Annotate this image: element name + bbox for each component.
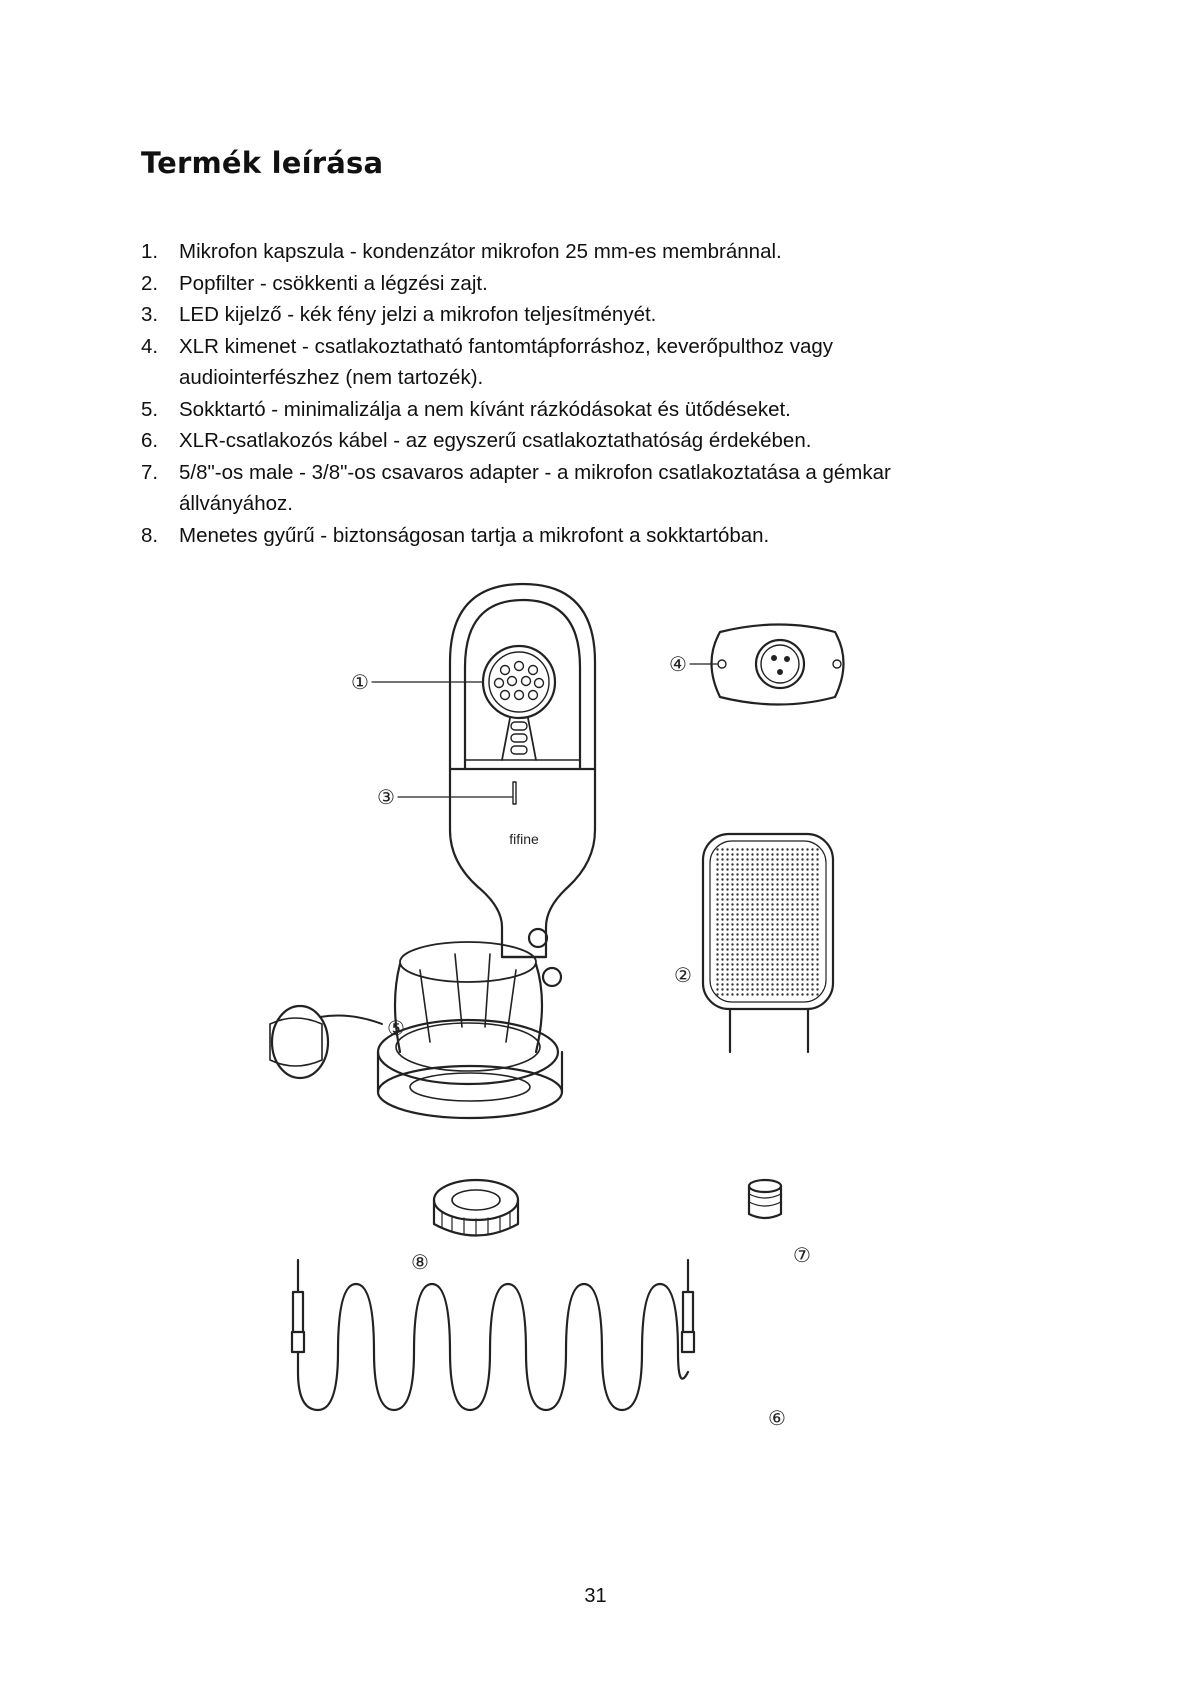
page-title: Termék leírása xyxy=(141,146,384,180)
list-item-number: 3. xyxy=(141,303,159,326)
list-item xyxy=(141,299,961,331)
callout-2: ② xyxy=(674,965,692,987)
list-item-number: 6. xyxy=(141,429,159,452)
list-item-number: 1. xyxy=(141,240,159,263)
list-item xyxy=(141,268,961,300)
list-item xyxy=(141,394,961,426)
list-item-text: XLR kimenet - csatlakoztatható fantomtápforráshoz, keverőpulthoz vagy audiointerfészhez (nem tartozék). xyxy=(179,334,834,389)
xlr-output-icon xyxy=(712,625,844,705)
page-number: 31 xyxy=(584,1585,607,1607)
led-indicator-icon xyxy=(513,782,516,804)
list-item-text: XLR-csatlakozós kábel - az egyszerű csatlakoztathatóság érdekében. xyxy=(179,429,812,452)
list-item-text: 5/8"-os male - 3/8"-os csavaros adapter - a mikrofon csatlakoztatása a gémkar állványához. xyxy=(179,460,891,515)
callout-5: ⑤ xyxy=(387,1018,405,1040)
list-item-number: 2. xyxy=(141,271,159,295)
callout-1: ① xyxy=(351,672,369,694)
microphone-body xyxy=(450,584,595,957)
adapter-icon xyxy=(749,1180,781,1218)
product-diagram xyxy=(240,572,940,1472)
callout-4: ④ xyxy=(669,654,687,676)
list-item-text: Menetes gyűrű - biztonságosan tartja a mikrofont a sokktartóban. xyxy=(179,523,770,547)
list-item-text: Sokktartó - minimalizálja a nem kívánt rázkódásokat és ütődéseket. xyxy=(179,397,791,421)
list-item xyxy=(141,457,961,520)
callout-7: ⑦ xyxy=(793,1245,811,1267)
callout-6: ⑥ xyxy=(768,1408,786,1430)
list-item xyxy=(141,236,961,268)
list-item-text: Mikrofon kapszula - kondenzátor mikrofon 25 mm-es membránnal. xyxy=(179,240,782,263)
leader-lines xyxy=(372,664,718,797)
list-item-text: LED kijelző - kék fény jelzi a mikrofon teljesítményét. xyxy=(179,303,657,326)
xlr-cable-icon xyxy=(292,1260,694,1410)
threaded-ring-icon xyxy=(434,1180,518,1236)
component-list xyxy=(141,236,961,551)
capsule-icon xyxy=(483,646,555,760)
list-item xyxy=(141,520,961,552)
list-item-number: 8. xyxy=(141,523,159,547)
list-item xyxy=(141,331,961,394)
list-item-number: 4. xyxy=(141,334,159,358)
callout-8: ⑧ xyxy=(411,1252,429,1274)
pop-filter-icon xyxy=(703,834,833,1052)
brand-label: fifine xyxy=(509,831,539,847)
list-item-number: 5. xyxy=(141,397,159,421)
list-item xyxy=(141,425,961,457)
list-item-text: Popfilter - csökkenti a légzési zajt. xyxy=(179,271,488,295)
list-item-number: 7. xyxy=(141,460,159,484)
callout-3: ③ xyxy=(377,787,395,809)
